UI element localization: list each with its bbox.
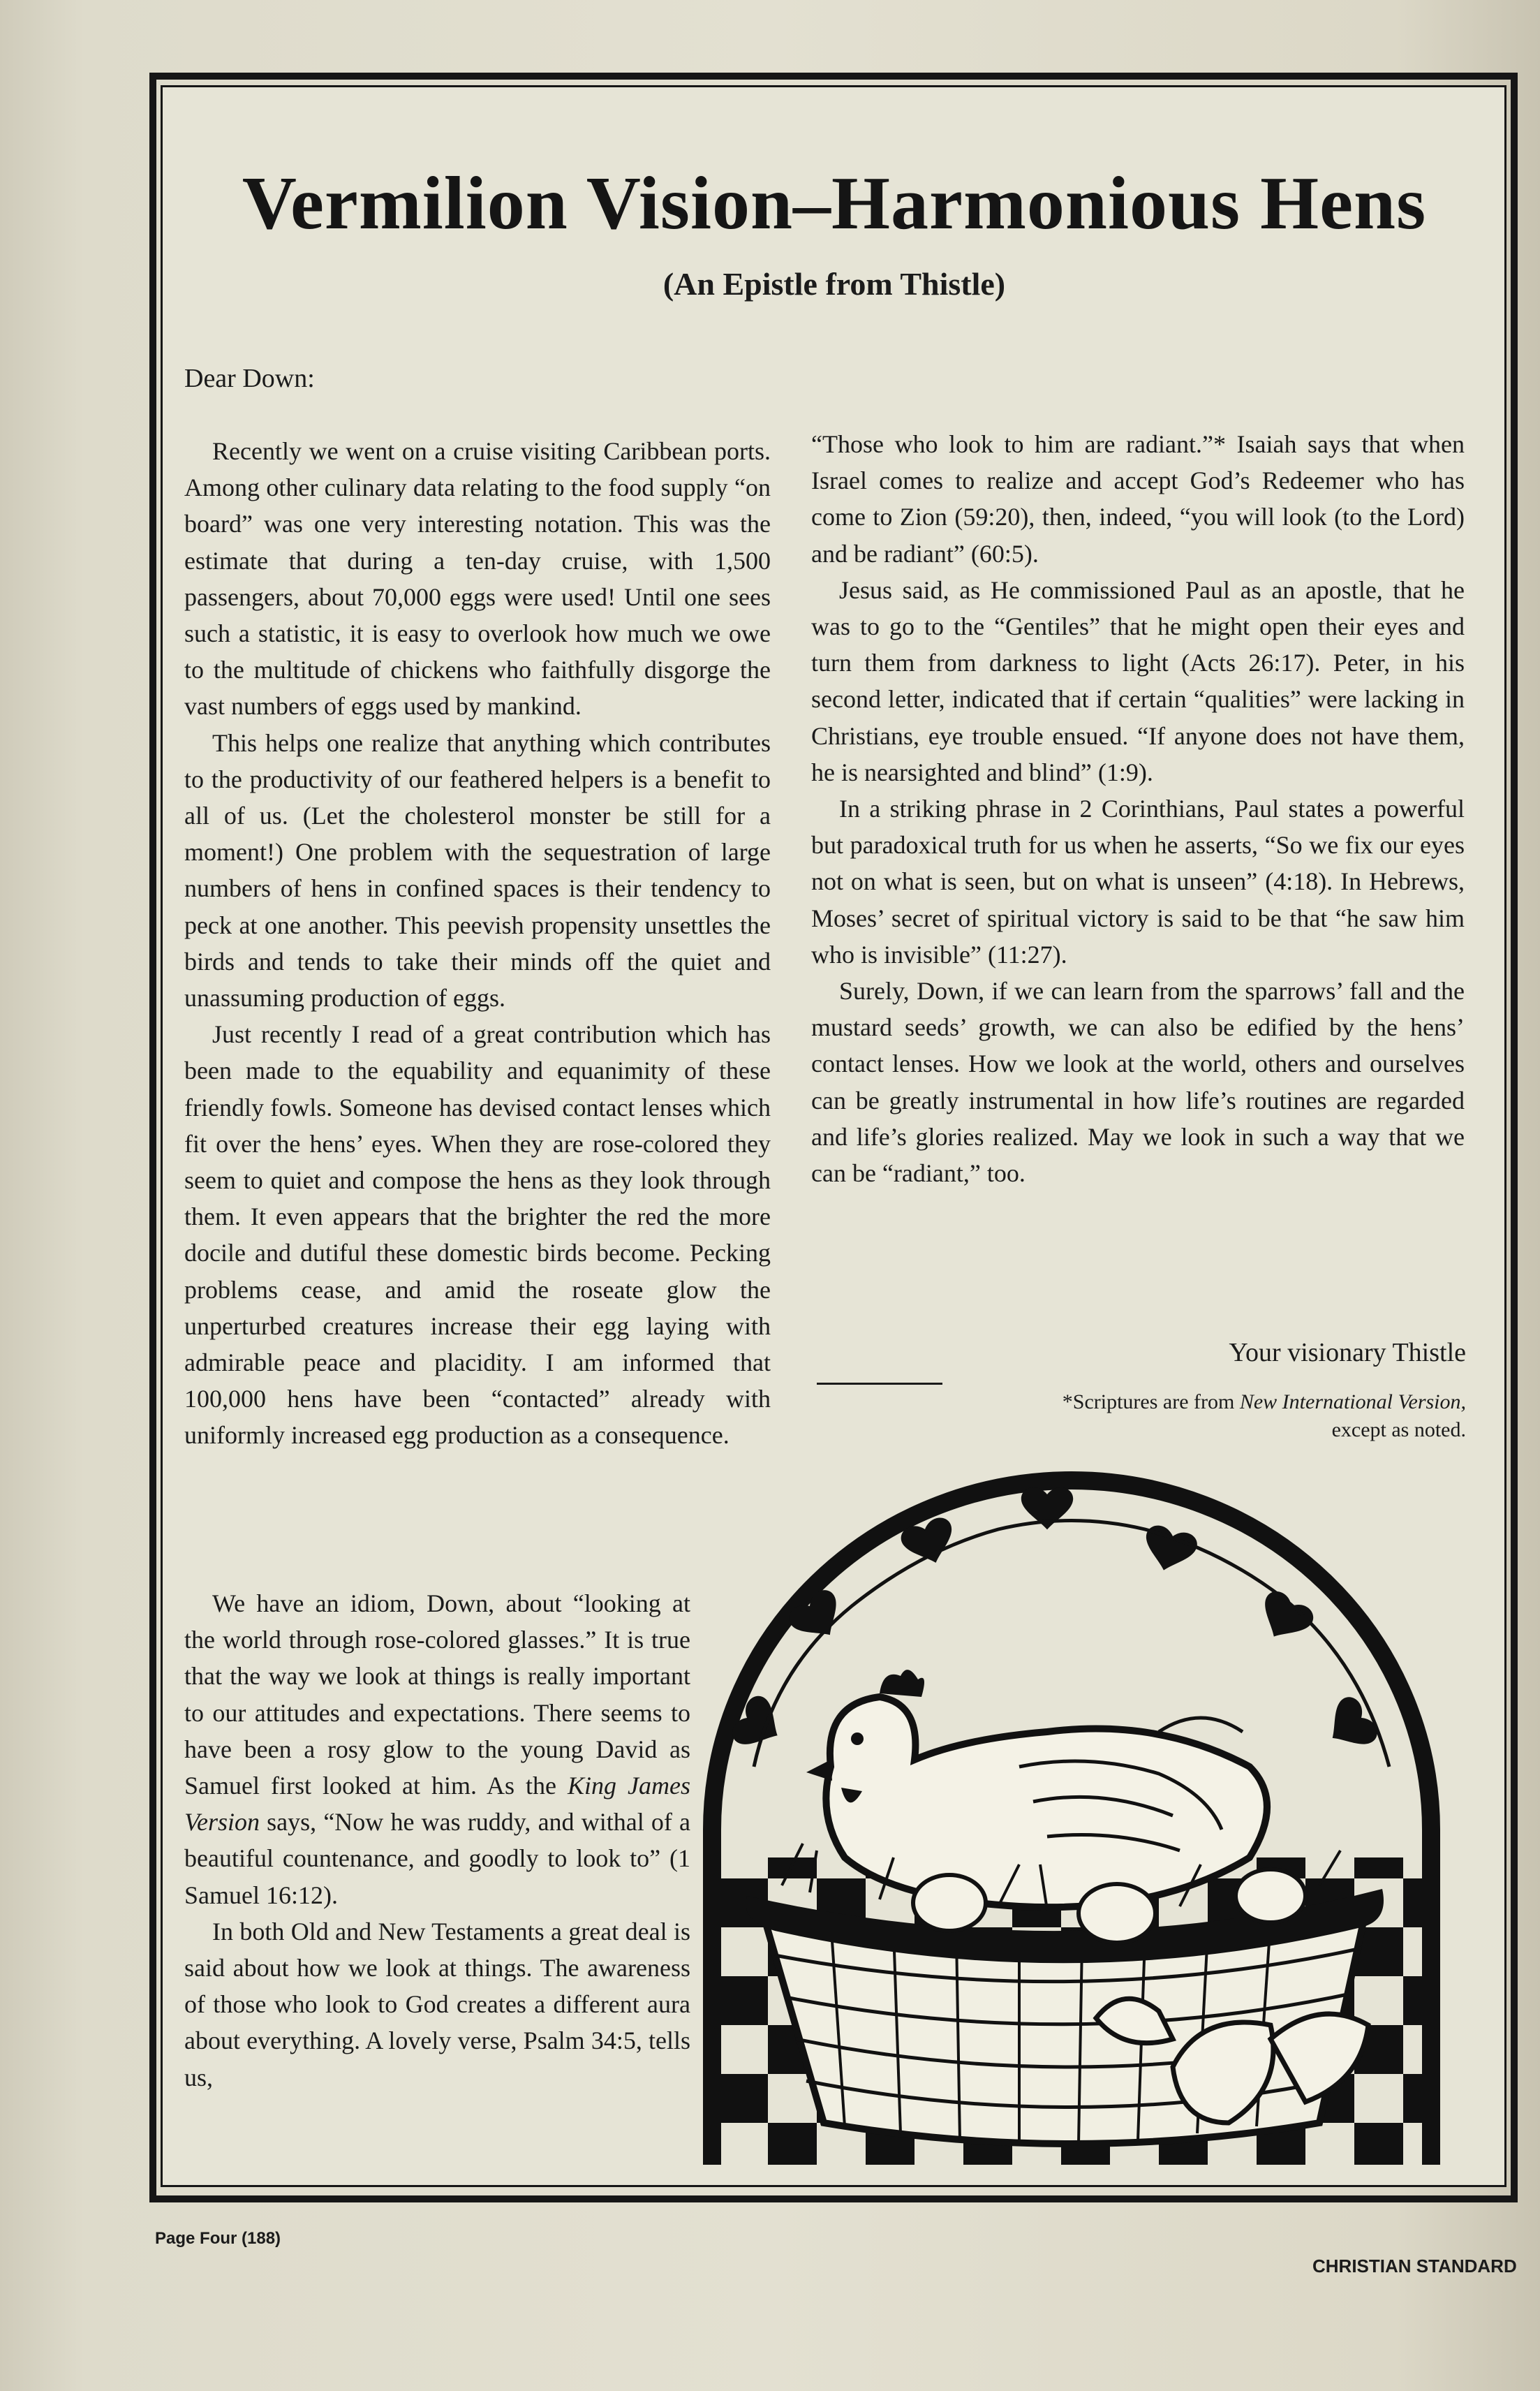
hen-basket-illustration <box>670 1439 1473 2172</box>
footnote-suffix: except as noted. <box>1331 1418 1466 1441</box>
paragraph <box>184 1585 690 1913</box>
paragraph: Jesus said, as He commissioned Paul as an apostle, that he was to go to the “Gentiles” that he might open their eyes and turn them from darkness to light (Acts 26:17). Peter, in his second letter, indicated that if certain “qualities” were lacking in Christians, eye trouble ensued. “If anyone does not have them, he is nearsighted and blind” (1:9). <box>811 575 1465 786</box>
page-number: Page Four (188) <box>155 2229 281 2248</box>
footnote-rule <box>817 1383 942 1385</box>
heart-border <box>728 1487 1382 1759</box>
paragraph-text: We have an idiom, Down, about “looking at the world through rose-colored glasses.” It is true that the way we look at things is really important to our attitudes and expectations. There seems to have been a rosy glow to the young David as Samuel first looked at him. As the <box>184 1589 690 1800</box>
footnote-prefix: *Scriptures are from <box>1062 1390 1240 1413</box>
salutation: Dear Down: <box>184 364 315 393</box>
paragraph: In both Old and New Testaments a great deal is said about how we look at things. The awareness of those who look to God creates a different aura about everything. A lovely verse, Psalm 34:5, tells us, <box>184 1917 690 2091</box>
signature: Your visionary Thistle <box>1229 1338 1466 1367</box>
right-column <box>811 426 1465 1191</box>
article-subtitle: (An Epistle from Thistle) <box>662 266 1006 302</box>
article-title: Vermilion Vision–Harmonious Hens <box>242 162 1427 245</box>
paragraph: This helps one realize that anything which contributes to the productivity of our feathered helpers is a benefit to all of us. (Let the cholesterol monster be still for a moment!) One problem with the sequestration of large numbers of hens in confined spaces is their tendency to peck at one another. This peevish propensity unsettles the birds and tends to take their minds off the quiet and unassuming production of eggs. <box>184 728 771 1013</box>
left-column <box>184 433 771 1454</box>
paragraph-text: says, “Now he was ruddy, and withal of a beautiful countenance, and goodly to look to” (1 Samuel 16:12). <box>184 1808 690 1909</box>
footnote-version-italic: New International Version, <box>1239 1390 1466 1413</box>
paragraph: Surely, Down, if we can learn from the sparrows’ fall and the mustard seeds’ growth, we can also be edified by the hens’ contact lenses. How we look at the world, others and ourselves can be greatly instrumental in how life’s routines are regarded and life’s glories realized. May we look in such a way that we can be “radiant,” too. <box>811 977 1465 1188</box>
left-column-narrow <box>184 1585 690 2096</box>
paragraph: “Those who look to him are radiant.”* Isaiah says that when Israel comes to realize and accept God’s Redeemer who has come to Zion (59:20), then, indeed, “you will look (to the Lord) and be radiant” (60:5). <box>811 430 1465 568</box>
version-name-italic: King James Version <box>184 1772 690 1837</box>
paragraph: Recently we went on a cruise visiting Caribbean ports. Among other culinary data relating to the food supply “on board” was one very interesting notation. This was the estimate that during a ten-day cruise, with 1,500 passengers, about 70,000 eggs were used! Until one sees such a statistic, it is easy to overlook how much we owe to the multitude of chickens who faithfully disgorge the vast numbers of eggs used by mankind. <box>184 437 771 721</box>
paragraph: In a striking phrase in 2 Corinthians, Paul states a powerful but paradoxical truth for us when he asserts, “So we fix our eyes not on what is seen, but on what is unseen” (4:18). In Hebrews, Moses’ secret of spiritual victory is said to be that “he saw him who is invisible” (11:27). <box>811 795 1465 969</box>
paragraph: Just recently I read of a great contribution which has been made to the equability and equanimity of these friendly fowls. Someone has devised contact lenses which fit over the hens’ eyes. When they are rose-colored they seem to quiet and compose the hens as they look through them. It even appears that the brighter the red the more docile and dutiful these domestic birds become. Pecking problems cease, and amid the roseate glow the unperturbed creatures increase their egg laying with admirable peace and placidity. I am informed that 100,000 hens have been “contacted” already with uniformly increased egg production as a consequence. <box>184 1020 771 1450</box>
footnote <box>949 1388 1466 1444</box>
publication-name: CHRISTIAN STANDARD <box>1312 2256 1517 2276</box>
